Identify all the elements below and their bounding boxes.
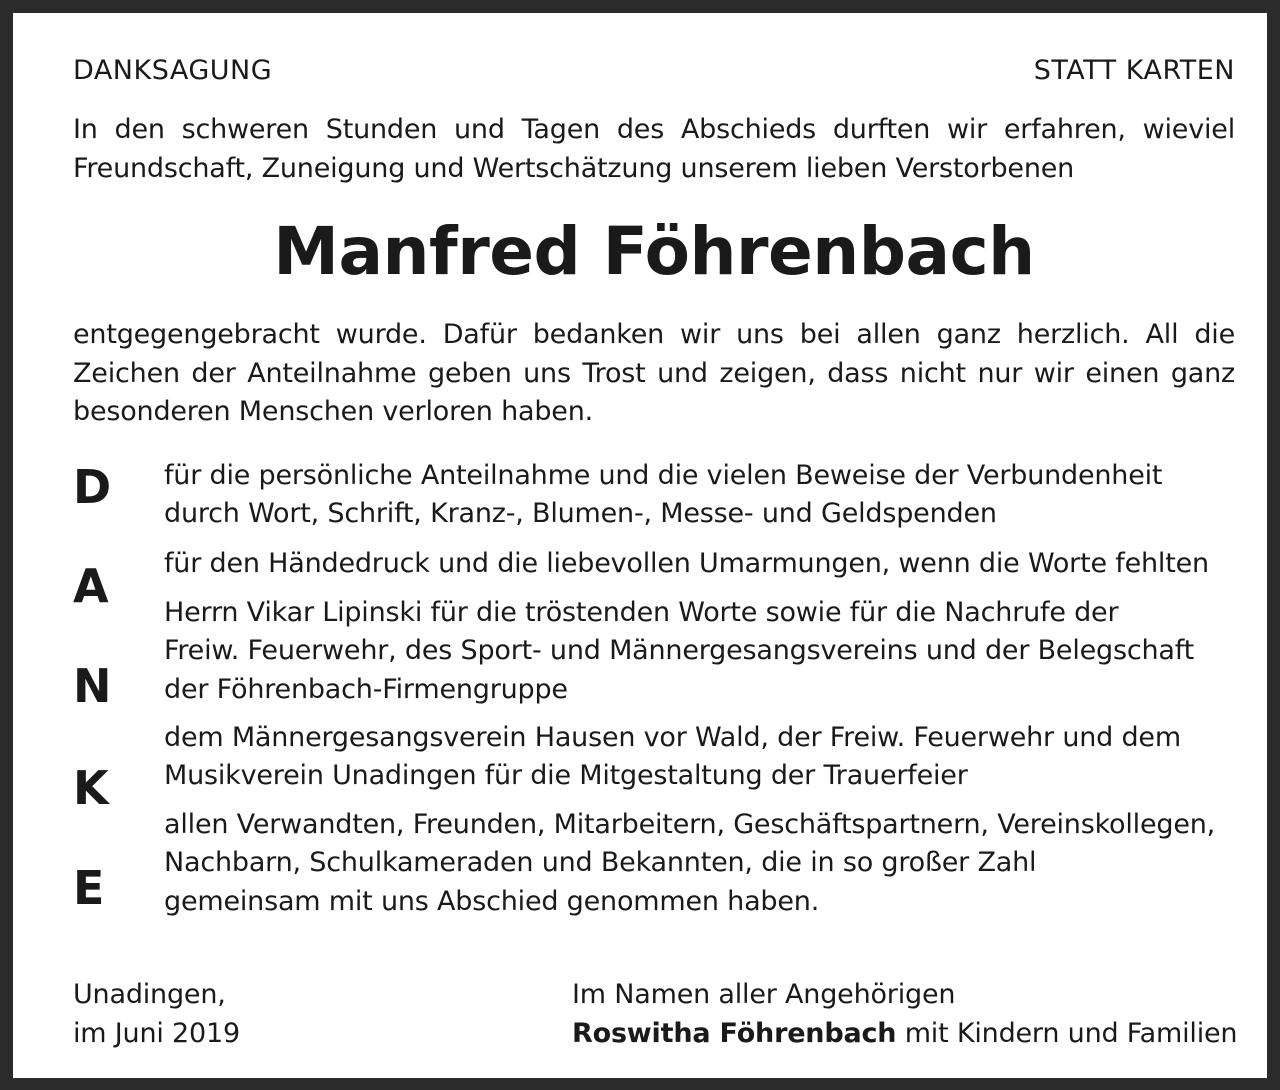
header-left-label: DANKSAGUNG bbox=[73, 55, 273, 86]
danke-item-line: für die persönliche Anteilnahme und die vielen Beweise der Verbundenheit bbox=[164, 459, 1163, 491]
danke-letter-k: K bbox=[73, 760, 109, 815]
danke-item-1 bbox=[164, 457, 1244, 534]
danke-item-3 bbox=[164, 594, 1244, 710]
footer-signer-name: Roswitha Föhrenbach bbox=[572, 1017, 897, 1049]
footer-place: Unadingen, bbox=[73, 979, 226, 1010]
danke-letter-a: A bbox=[73, 558, 109, 613]
footer-signature bbox=[572, 976, 1237, 1053]
danke-item-line: dem Männergesangsverein Hausen vor Wald, der Freiw. Feuerwehr und dem bbox=[164, 721, 1181, 753]
danke-section bbox=[73, 457, 1235, 917]
danke-item-5 bbox=[164, 806, 1244, 922]
danke-item-line: Herrn Vikar Lipinski für die tröstenden Worte sowie für die Nachrufe der bbox=[164, 596, 1119, 628]
danke-item-line: Nachbarn, Schulkameraden und Bekannten, die in so großer Zahl bbox=[164, 847, 1037, 878]
danke-letter-e: E bbox=[73, 860, 105, 915]
gratitude-paragraph: entgegengebracht wurde. Dafür bedanken wir uns bei allen ganz herzlich. All die Zeichen der Anteilnahme geben uns Trost und zeigen, dass nicht nur wir einen ganz besonderen Menschen verloren haben. bbox=[73, 319, 1235, 427]
danke-item-line: für den Händedruck und die liebevollen Umarmungen, wenn die Worte fehlten bbox=[164, 547, 1209, 579]
notice-content bbox=[73, 53, 1238, 1049]
danke-item-line: durch Wort, Schrift, Kranz-, Blumen-, Messe- und Geldspenden bbox=[164, 498, 997, 529]
deceased-name: Manfred Föhrenbach bbox=[273, 213, 1035, 290]
footer-signer-suffix: mit Kindern und Familien bbox=[896, 1017, 1238, 1049]
header-row bbox=[73, 53, 1235, 89]
footer-on-behalf: Im Namen aller Angehörigen bbox=[572, 979, 956, 1010]
footer-signer-line bbox=[572, 1015, 1237, 1054]
danke-item-line: der Föhrenbach-Firmengruppe bbox=[164, 673, 568, 705]
footer-date: im Juni 2019 bbox=[73, 1017, 240, 1049]
danke-item-line: gemeinsam mit uns Abschied genommen haben. bbox=[164, 885, 820, 917]
footer-place-date bbox=[73, 976, 240, 1053]
header-right-label: STATT KARTEN bbox=[1033, 55, 1235, 86]
danke-item-4 bbox=[164, 719, 1244, 796]
danke-item-2 bbox=[164, 545, 1244, 584]
danke-item-line: allen Verwandten, Freunden, Mitarbeitern, Geschäftspartnern, Vereinskollegen, bbox=[164, 808, 1216, 840]
danke-item-line: Musikverein Unadingen für die Mitgestaltung der Trauerfeier bbox=[164, 760, 968, 791]
danke-letter-d: D bbox=[73, 459, 112, 514]
danke-item-line: Freiw. Feuerwehr, des Sport- und Männergesangsvereins und der Belegschaft bbox=[164, 635, 1194, 666]
danke-letter-n: N bbox=[73, 658, 112, 713]
intro-paragraph: In den schweren Stunden und Tagen des Abschieds durften wir erfahren, wieviel Freundschaft, Zuneigung und Wertschätzung unserem lieben Verstorbenen bbox=[73, 114, 1235, 184]
